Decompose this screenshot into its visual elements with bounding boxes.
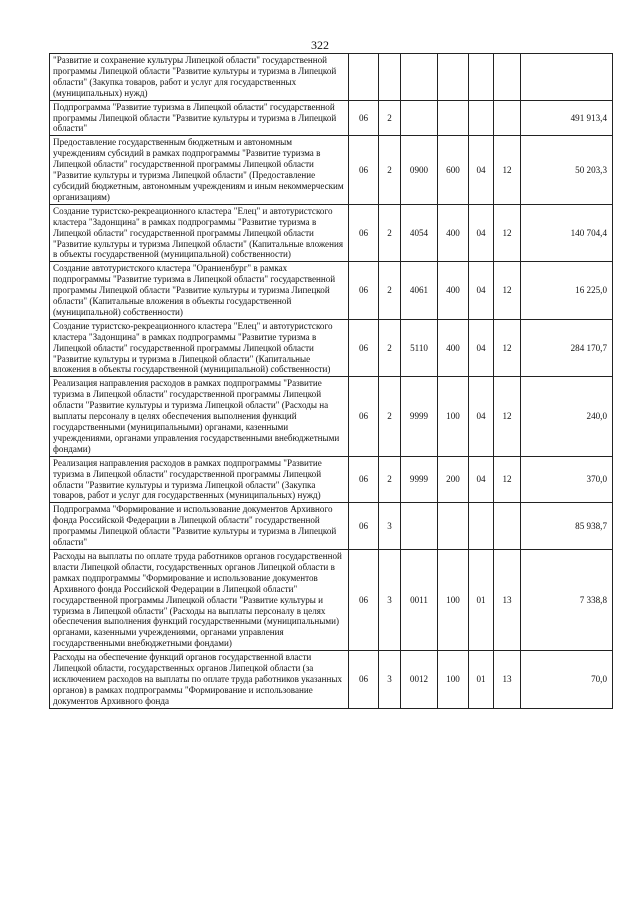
table-row bbox=[50, 54, 613, 101]
amount-cell: 70,0 bbox=[521, 651, 613, 709]
subsection-code-cell: 2 bbox=[379, 319, 401, 377]
subsection-code-cell bbox=[379, 54, 401, 101]
target-article-code-cell bbox=[401, 503, 438, 550]
code-b-cell: 12 bbox=[494, 204, 521, 262]
table-row bbox=[50, 319, 613, 377]
section-code-cell: 06 bbox=[349, 651, 379, 709]
code-a-cell bbox=[469, 100, 494, 136]
code-a-cell: 04 bbox=[469, 377, 494, 456]
section-code-cell: 06 bbox=[349, 503, 379, 550]
code-a-cell bbox=[469, 503, 494, 550]
code-a-cell: 04 bbox=[469, 456, 494, 503]
section-code-cell: 06 bbox=[349, 456, 379, 503]
expense-type-code-cell: 100 bbox=[438, 651, 469, 709]
amount-cell bbox=[521, 54, 613, 101]
target-article-code-cell bbox=[401, 54, 438, 101]
code-a-cell: 04 bbox=[469, 262, 494, 320]
target-article-code-cell: 4061 bbox=[401, 262, 438, 320]
table-row bbox=[50, 136, 613, 204]
table-row bbox=[50, 204, 613, 262]
code-b-cell: 13 bbox=[494, 651, 521, 709]
expense-type-code-cell: 400 bbox=[438, 262, 469, 320]
code-b-cell: 13 bbox=[494, 549, 521, 650]
target-article-code-cell: 0012 bbox=[401, 651, 438, 709]
expense-type-code-cell bbox=[438, 100, 469, 136]
amount-cell: 491 913,4 bbox=[521, 100, 613, 136]
target-article-code-cell: 9999 bbox=[401, 377, 438, 456]
code-b-cell bbox=[494, 100, 521, 136]
code-a-cell bbox=[469, 54, 494, 101]
row-description-cell: Создание туристско-рекреационного кластера "Елец" и автотуристского кластера "Задонщина" в рамках подпрограммы "Развитие туризма в Липецкой области" государственной программы Липецкой области "Развитие культуры и туризма Липецкой области" (Капитальные вложения в объекты государственной (муниципальной) собственности) bbox=[50, 204, 349, 262]
subsection-code-cell: 3 bbox=[379, 651, 401, 709]
code-a-cell: 01 bbox=[469, 651, 494, 709]
target-article-code-cell: 4054 bbox=[401, 204, 438, 262]
subsection-code-cell: 2 bbox=[379, 262, 401, 320]
code-b-cell: 12 bbox=[494, 136, 521, 204]
target-article-code-cell: 9999 bbox=[401, 456, 438, 503]
code-a-cell: 04 bbox=[469, 204, 494, 262]
table-row bbox=[50, 651, 613, 709]
subsection-code-cell: 3 bbox=[379, 549, 401, 650]
code-b-cell: 12 bbox=[494, 456, 521, 503]
expense-type-code-cell: 400 bbox=[438, 319, 469, 377]
code-a-cell: 04 bbox=[469, 136, 494, 204]
amount-cell: 7 338,8 bbox=[521, 549, 613, 650]
code-b-cell: 12 bbox=[494, 377, 521, 456]
row-description-cell: Расходы на выплаты по оплате труда работников органов государственной власти Липецкой области, государственных органов Липецкой области в рамках подпрограммы "Формирование и использование документов Архивного фонда Российской Федерации в Липецкой области" государственной программы Липецкой области "Развитие культуры и туризма в Липецкой области" (Расходы на выплаты персоналу в целях обеспечения выполнения функций государственными (муниципальными) органами, казенными учреждениями, органами управления государственными внебюджетными фондами) bbox=[50, 549, 349, 650]
row-description-cell: "Развитие и сохранение культуры Липецкой области" государственной программы Липецкой области "Развитие культуры и туризма в Липецкой области" (Закупка товаров, работ и услуг для государственных (муниципальных) нужд) bbox=[50, 54, 349, 101]
row-description-cell: Подпрограмма "Развитие туризма в Липецкой области" государственной программы Липецкой области "Развитие культуры и туризма в Липецкой области" bbox=[50, 100, 349, 136]
amount-cell: 16 225,0 bbox=[521, 262, 613, 320]
row-description-cell: Расходы на обеспечение функций органов государственной власти Липецкой области, государственных органов Липецкой области (за исключением расходов на выплаты по оплате труда работников указанных органов) в рамках подпрограммы "Формирование и использование документов Архивного фонда bbox=[50, 651, 349, 709]
row-description-cell: Реализация направления расходов в рамках подпрограммы "Развитие туризма в Липецкой области" государственной программы Липецкой области "Развитие культуры и туризма Липецкой области" (Закупка товаров, работ и услуг для государственных (муниципальных) нужд) bbox=[50, 456, 349, 503]
table-row bbox=[50, 456, 613, 503]
subsection-code-cell: 3 bbox=[379, 503, 401, 550]
target-article-code-cell: 5110 bbox=[401, 319, 438, 377]
target-article-code-cell: 0900 bbox=[401, 136, 438, 204]
section-code-cell: 06 bbox=[349, 319, 379, 377]
expense-type-code-cell bbox=[438, 54, 469, 101]
section-code-cell: 06 bbox=[349, 377, 379, 456]
budget-table-body bbox=[50, 54, 613, 709]
row-description-cell: Создание туристско-рекреационного кластера "Елец" и автотуристского кластера "Задонщина" в рамках подпрограммы "Развитие туризма в Липецкой области" государственной программы Липецкой области "Развитие культуры и туризма в Липецкой области" (Капитальные вложения в объекты государственной (муниципальной) собственности) bbox=[50, 319, 349, 377]
subsection-code-cell: 2 bbox=[379, 377, 401, 456]
row-description-cell: Предоставление государственным бюджетным и автономным учреждениям субсидий в рамках подпрограммы "Развитие туризма в Липецкой области" государственной программы Липецкой области "Развитие культуры и туризма Липецкой области" (Предоставление субсидий бюджетным, автономным учреждениям и иным некоммерческим организациям) bbox=[50, 136, 349, 204]
row-description-cell: Создание автотуристского кластера "Ораниенбург" в рамках подпрограммы "Развитие туризма в Липецкой области" государственной программы Липецкой области "Развитие культуры и туризма Липецкой области" (Капитальные вложения в объекты государственной (муниципальной) собственности) bbox=[50, 262, 349, 320]
code-b-cell: 12 bbox=[494, 262, 521, 320]
section-code-cell: 06 bbox=[349, 136, 379, 204]
expense-type-code-cell: 100 bbox=[438, 549, 469, 650]
code-b-cell: 12 bbox=[494, 319, 521, 377]
budget-table bbox=[49, 53, 613, 709]
expense-type-code-cell: 400 bbox=[438, 204, 469, 262]
table-row bbox=[50, 262, 613, 320]
section-code-cell: 06 bbox=[349, 549, 379, 650]
target-article-code-cell: 0011 bbox=[401, 549, 438, 650]
code-b-cell bbox=[494, 54, 521, 101]
code-b-cell bbox=[494, 503, 521, 550]
amount-cell: 140 704,4 bbox=[521, 204, 613, 262]
section-code-cell bbox=[349, 54, 379, 101]
section-code-cell: 06 bbox=[349, 204, 379, 262]
row-description-cell: Подпрограмма "Формирование и использование документов Архивного фонда Российской Федерации в Липецкой области" государственной программы Липецкой области "Развитие культуры и туризма в Липецкой области" bbox=[50, 503, 349, 550]
table-row bbox=[50, 549, 613, 650]
code-a-cell: 01 bbox=[469, 549, 494, 650]
expense-type-code-cell: 100 bbox=[438, 377, 469, 456]
amount-cell: 85 938,7 bbox=[521, 503, 613, 550]
subsection-code-cell: 2 bbox=[379, 136, 401, 204]
amount-cell: 240,0 bbox=[521, 377, 613, 456]
expense-type-code-cell: 200 bbox=[438, 456, 469, 503]
expense-type-code-cell bbox=[438, 503, 469, 550]
amount-cell: 284 170,7 bbox=[521, 319, 613, 377]
subsection-code-cell: 2 bbox=[379, 204, 401, 262]
table-row bbox=[50, 100, 613, 136]
subsection-code-cell: 2 bbox=[379, 456, 401, 503]
code-a-cell: 04 bbox=[469, 319, 494, 377]
section-code-cell: 06 bbox=[349, 100, 379, 136]
section-code-cell: 06 bbox=[349, 262, 379, 320]
page-number: 322 bbox=[311, 38, 329, 52]
table-row bbox=[50, 503, 613, 550]
amount-cell: 370,0 bbox=[521, 456, 613, 503]
subsection-code-cell: 2 bbox=[379, 100, 401, 136]
table-row bbox=[50, 377, 613, 456]
row-description-cell: Реализация направления расходов в рамках подпрограммы "Развитие туризма в Липецкой области" государственной программы Липецкой области "Развитие культуры и туризма Липецкой области" (Расходы на выплаты персоналу в целях обеспечения выполнения функций государственными (муниципальными) органами, казенными учреждениями, органами управления государственными внебюджетными фондами) bbox=[50, 377, 349, 456]
expense-type-code-cell: 600 bbox=[438, 136, 469, 204]
amount-cell: 50 203,3 bbox=[521, 136, 613, 204]
target-article-code-cell bbox=[401, 100, 438, 136]
